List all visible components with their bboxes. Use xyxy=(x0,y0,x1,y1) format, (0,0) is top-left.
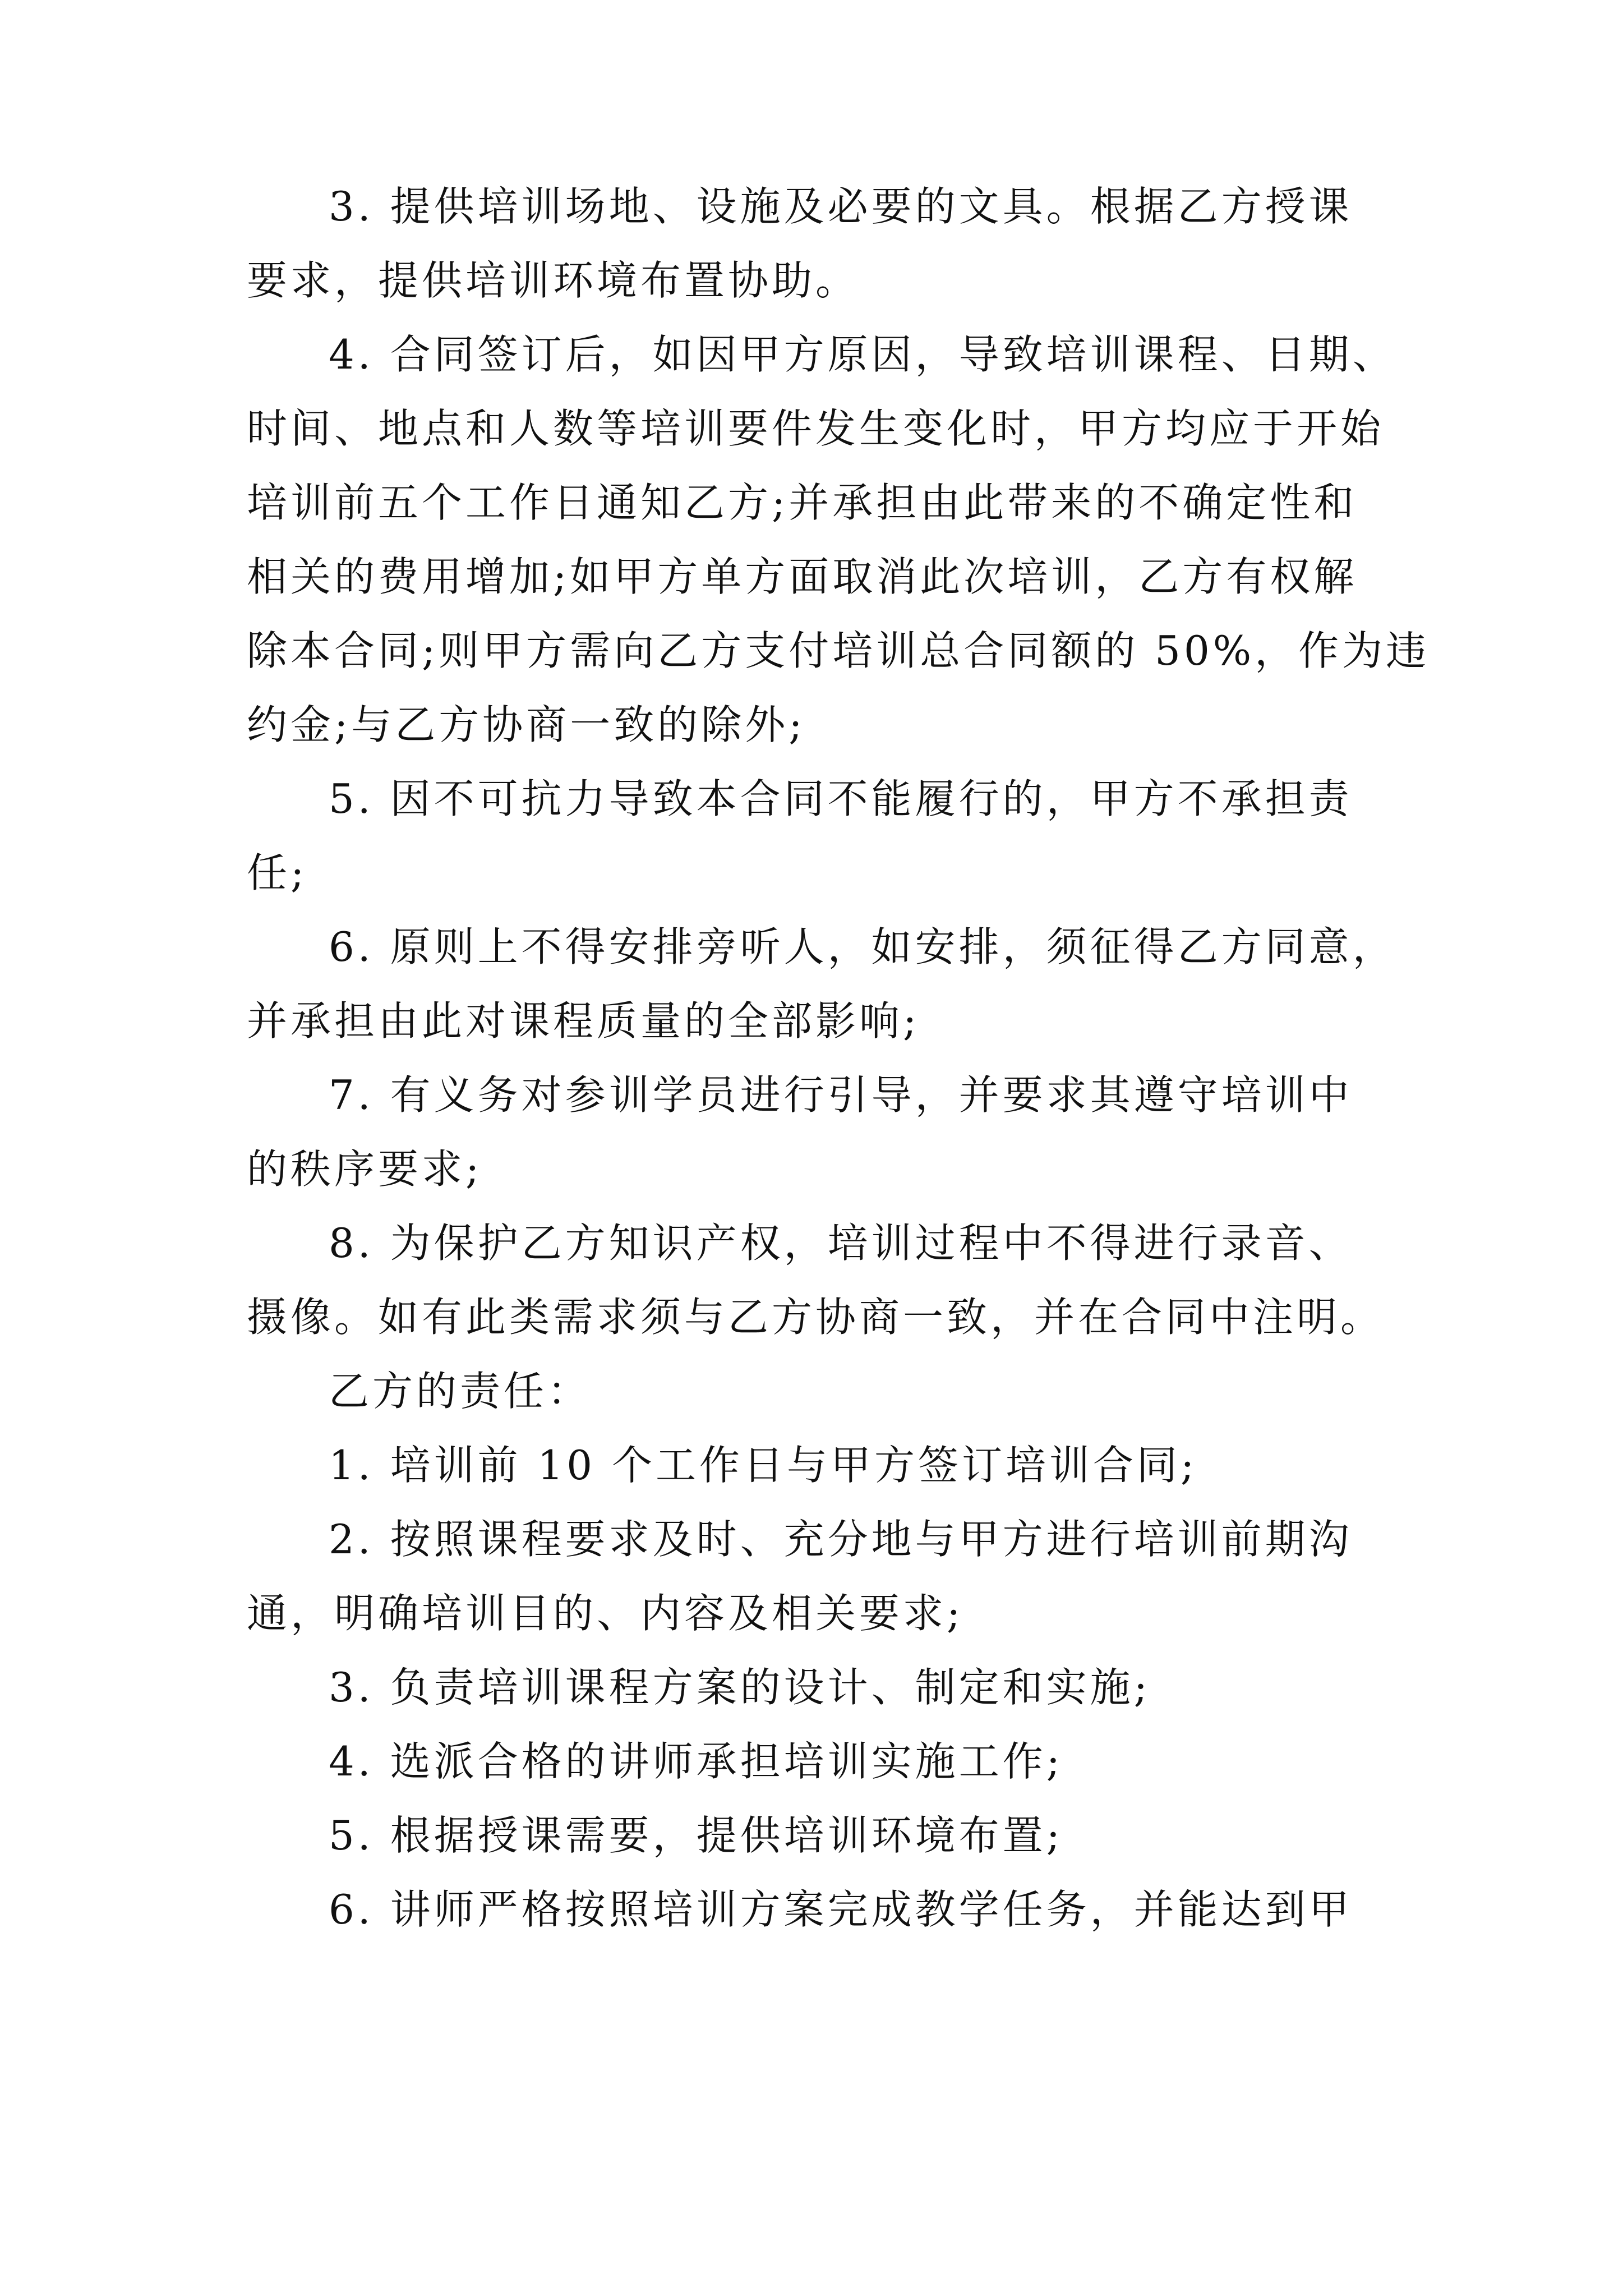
text-line: 相关的费用增加;如甲方单方面取消此次培训，乙方有权解 xyxy=(247,553,1358,600)
text-line: 1. 培训前 10 个工作日与甲方签订培训合同; xyxy=(329,1442,1198,1489)
text-line: 7. 有义务对参训学员进行引导，并要求其遵守培训中 xyxy=(329,1071,1353,1119)
text-line: 除本合同;则甲方需向乙方支付培训总合同额的 50%，作为违 xyxy=(247,627,1430,674)
text-line: 摄像。如有此类需求须与乙方协商一致，并在合同中注明。 xyxy=(247,1294,1385,1341)
text-line: 任; xyxy=(247,849,308,896)
section-heading: 乙方的责任： xyxy=(329,1368,592,1415)
text-line: 时间、地点和人数等培训要件发生变化时，甲方均应于开始 xyxy=(247,405,1385,452)
text-line: 并承担由此对课程质量的全部影响; xyxy=(247,997,920,1045)
text-line: 培训前五个工作日通知乙方;并承担由此带来的不确定性和 xyxy=(247,479,1358,526)
text-line: 5. 根据授课需要，提供培训环境布置; xyxy=(329,1812,1063,1859)
text-line: 2. 按照课程要求及时、充分地与甲方进行培训前期沟 xyxy=(329,1516,1353,1563)
text-line: 约金;与乙方协商一致的除外; xyxy=(247,701,806,748)
text-line: 通，明确培训目的、内容及相关要求; xyxy=(247,1590,964,1637)
text-line: 要求，提供培训环境布置协助。 xyxy=(247,257,860,304)
text-line: 6. 讲师严格按照培训方案完成教学任务，并能达到甲 xyxy=(329,1886,1353,1933)
text-line: 4. 合同签订后，如因甲方原因，导致培训课程、日期、 xyxy=(329,331,1396,378)
text-line: 4. 选派合格的讲师承担培训实施工作; xyxy=(329,1738,1063,1785)
text-line: 5. 因不可抗力导致本合同不能履行的，甲方不承担责 xyxy=(329,775,1353,822)
text-line: 6. 原则上不得安排旁听人，如安排，须征得乙方同意， xyxy=(329,923,1396,970)
text-line: 8. 为保护乙方知识产权，培训过程中不得进行录音、 xyxy=(329,1220,1353,1267)
text-line: 3. 提供培训场地、设施及必要的文具。根据乙方授课 xyxy=(329,183,1353,230)
text-line: 3. 负责培训课程方案的设计、制定和实施; xyxy=(329,1664,1151,1711)
text-line: 的秩序要求; xyxy=(247,1145,483,1193)
